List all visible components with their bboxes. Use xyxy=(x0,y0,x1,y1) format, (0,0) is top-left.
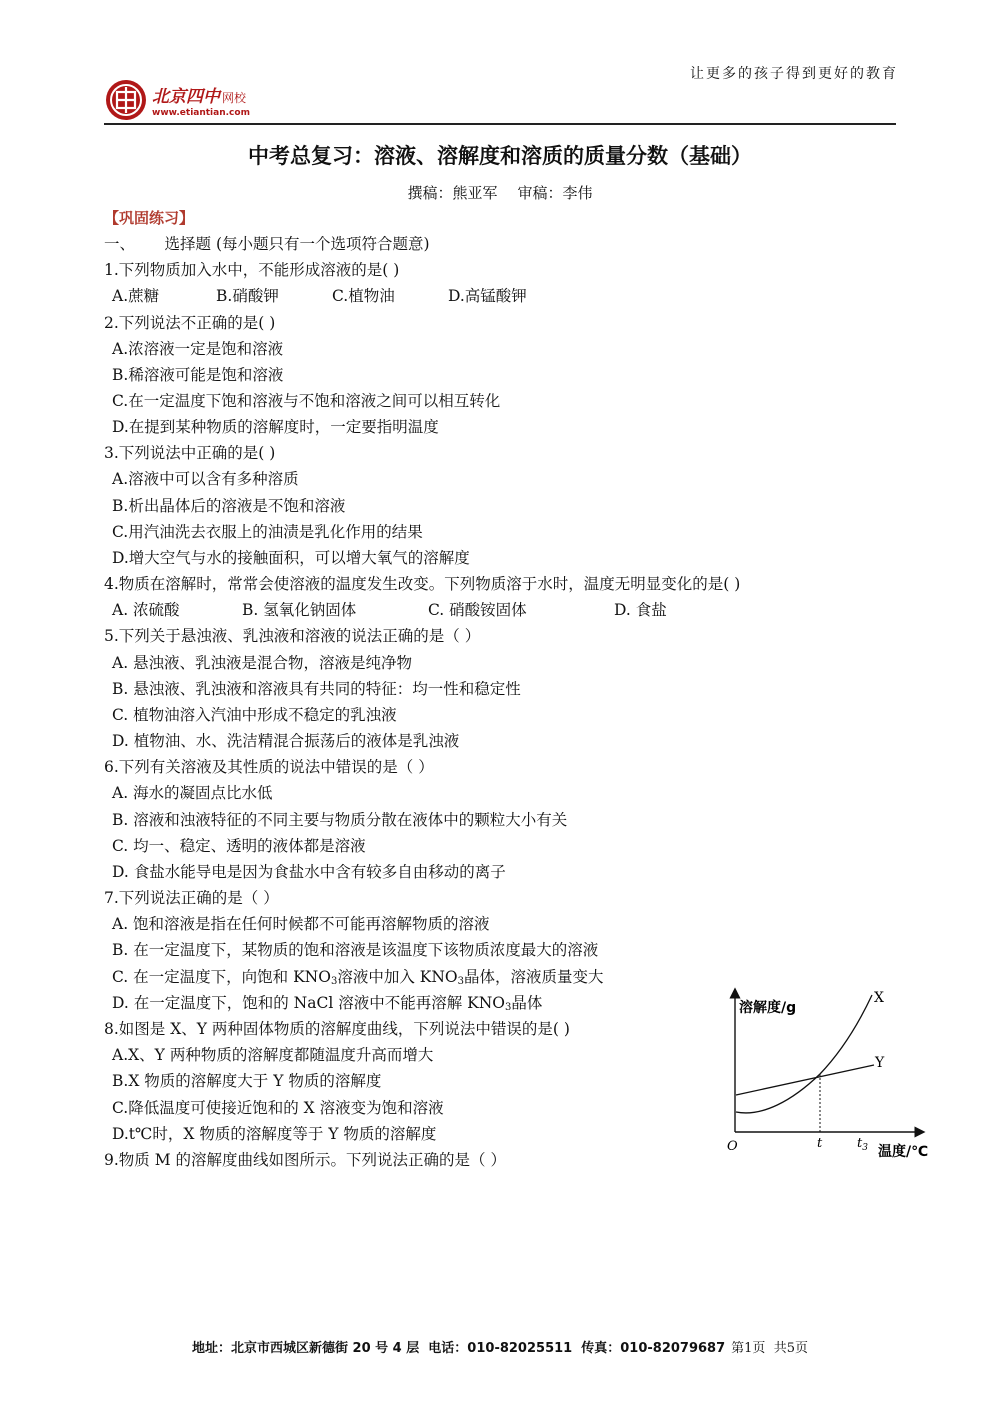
option: B. 溶液和浊液特征的不同主要与物质分散在液体中的颗粒大小有关 xyxy=(112,811,568,829)
question-3: 3.下列说法中正确的是( ) xyxy=(104,444,276,462)
option: B.稀溶液可能是饱和溶液 xyxy=(112,366,284,384)
option: D.t℃时，X 物质的溶解度等于 Y 物质的溶解度 xyxy=(112,1125,437,1143)
section-label: 【巩固练习】 xyxy=(104,209,195,227)
option: A. 浓硫酸 xyxy=(112,601,180,619)
logo-name: 北京四中 网校 xyxy=(152,87,247,107)
option: B. 悬浊液、乳浊液和溶液具有共同的特征：均一性和稳定性 xyxy=(112,680,521,698)
y-axis-label: 溶解度/g xyxy=(739,1000,797,1016)
option: C. 植物油溶入汽油中形成不稳定的乳浊液 xyxy=(112,706,397,724)
option: A. 饱和溶液是指在任何时候都不可能再溶解物质的溶液 xyxy=(112,915,490,933)
option: A.X、Y 两种物质的溶解度都随温度升高而增大 xyxy=(112,1046,434,1064)
logo-url: www.etiantian.com xyxy=(152,108,250,118)
option: D.增大空气与水的接触面积，可以增大氧气的溶解度 xyxy=(112,549,470,567)
option: C.植物油 xyxy=(332,287,395,305)
footer xyxy=(0,1337,1000,1356)
series-x-label: X xyxy=(874,990,884,1006)
question-6: 6.下列有关溶液及其性质的说法中错误的是（ ） xyxy=(104,758,434,776)
option: C. 在一定温度下，向饱和 $KNO_3$溶液中加入 $KNO_3$晶体，溶液质量变大 xyxy=(112,968,604,987)
option: C. 均一、稳定、透明的液体都是溶液 xyxy=(112,837,366,855)
option: A.浓溶液一定是饱和溶液 xyxy=(112,340,284,358)
tick-t: t xyxy=(817,1136,823,1151)
logo-sub: 网校 xyxy=(222,91,247,105)
option: A. 海水的凝固点比水低 xyxy=(112,784,273,802)
header-slogan: 让更多的孩子得到更好的教育 xyxy=(690,66,898,82)
solubility-curve-figure xyxy=(722,985,942,1165)
option: C.降低温度可使接近饱和的 X 溶液变为饱和溶液 xyxy=(112,1099,444,1117)
option: A. 悬浊液、乳浊液是混合物，溶液是纯净物 xyxy=(112,654,413,672)
question-5: 5.下列关于悬浊液、乳浊液和溶液的说法正确的是（ ） xyxy=(104,627,481,645)
tick-t3: $t_3$ xyxy=(857,1136,868,1153)
option: D.高锰酸钾 xyxy=(448,287,527,305)
reviewer: 审稿：李伟 xyxy=(517,184,593,202)
option: D. 食盐水能导电是因为食盐水中含有较多自由移动的离子 xyxy=(112,863,506,881)
x-axis-label: 温度/℃ xyxy=(878,1144,929,1160)
option: B. 在一定温度下，某物质的饱和溶液是该温度下该物质浓度最大的溶液 xyxy=(112,941,599,959)
footer-address: 地址：北京市西城区新德街 20 号 4 层 电话：010-82025511 传真：010-82079687 xyxy=(192,1341,726,1356)
question-9: 9.物质 M 的溶解度曲线如图所示。下列说法正确的是（ ） xyxy=(104,1151,506,1169)
option: D.在提到某种物质的溶解度时，一定要指明温度 xyxy=(112,418,439,436)
author: 撰稿：熊亚军 xyxy=(407,184,498,202)
option: C. 硝酸铵固体 xyxy=(428,601,527,619)
question-1-options xyxy=(112,286,527,306)
page-title: 中考总复习：溶液、溶解度和溶质的质量分数（基础） xyxy=(248,144,752,168)
option: A.蔗糖 xyxy=(112,287,160,305)
option: B.硝酸钾 xyxy=(216,287,279,305)
question-8: 8.如图是 X、Y 两种固体物质的溶解度曲线，下列说法中错误的是( ) xyxy=(104,1020,570,1038)
option: B.析出晶体后的溶液是不饱和溶液 xyxy=(112,497,346,515)
logo xyxy=(104,78,250,122)
option: C.用汽油洗去衣服上的油渍是乳化作用的结果 xyxy=(112,523,423,541)
option: B. 氢氧化钠固体 xyxy=(242,601,357,619)
question-2: 2.下列说法不正确的是( ) xyxy=(104,314,276,332)
question-7: 7.下列说法正确的是（ ） xyxy=(104,889,279,907)
question-4-options xyxy=(112,600,667,620)
question-1: 1.下列物质加入水中，不能形成溶液的是( ) xyxy=(104,261,400,279)
question-4: 4.物质在溶解时，常常会使溶液的温度发生改变。下列物质溶于水时，温度无明显变化的是( ) xyxy=(104,575,741,593)
byline xyxy=(0,182,1000,203)
origin-label: O xyxy=(727,1139,738,1154)
option: B.X 物质的溶解度大于 Y 物质的溶解度 xyxy=(112,1072,382,1090)
page-number: 第1页 共5页 xyxy=(731,1341,808,1356)
header-divider xyxy=(104,123,896,125)
option: D. 食盐 xyxy=(614,601,667,619)
series-y-label: Y xyxy=(875,1055,885,1071)
option: D. 在一定温度下，饱和的 NaCl 溶液中不能再溶解 $KNO_3$晶体 xyxy=(112,994,543,1013)
part-heading: 一、 选择题 (每小题只有一个选项符合题意) xyxy=(104,235,430,253)
option: C.在一定温度下饱和溶液与不饱和溶液之间可以相互转化 xyxy=(112,392,501,410)
option: A.溶液中可以含有多种溶质 xyxy=(112,470,299,488)
curve-y xyxy=(736,1065,874,1095)
logo-emblem-icon xyxy=(104,78,148,122)
option: D. 植物油、水、洗洁精混合振荡后的液体是乳浊液 xyxy=(112,732,460,750)
